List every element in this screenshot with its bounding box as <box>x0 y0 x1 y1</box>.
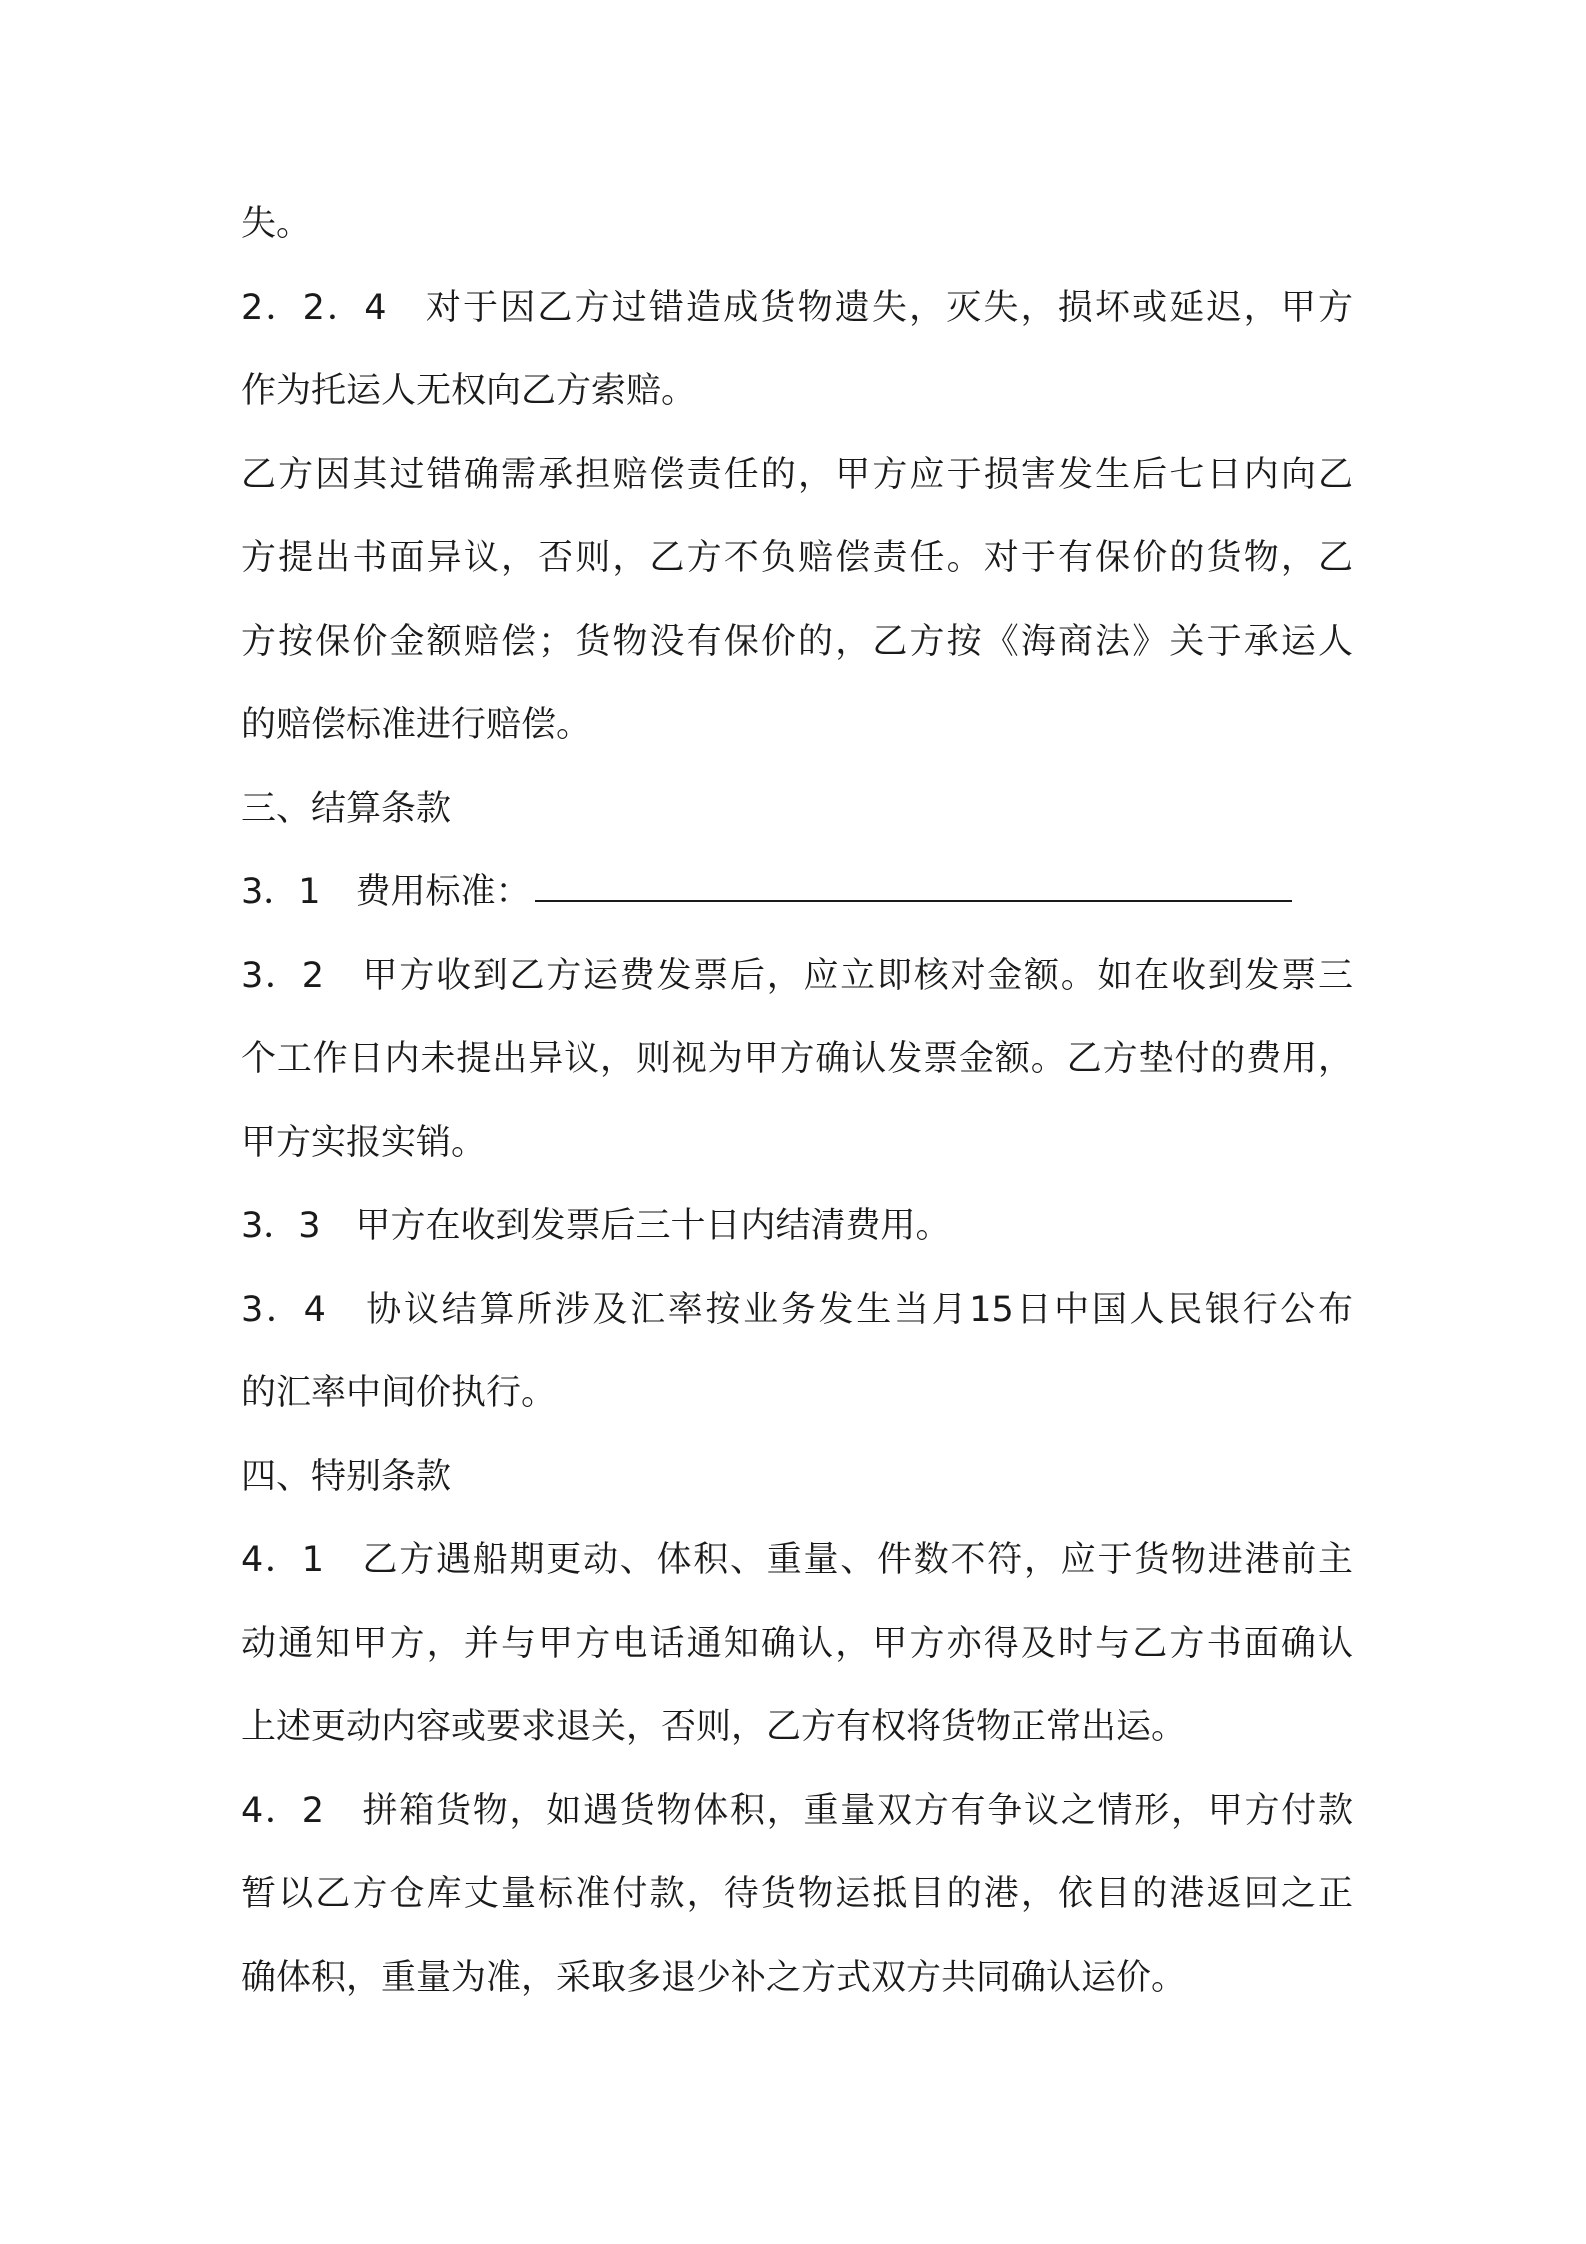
fee-standard-blank <box>535 864 1292 902</box>
text-line-1: 失。 <box>241 204 312 244</box>
text-line-7: 的赔偿标准进行赔偿。 <box>241 705 592 745</box>
fee-standard-label: 3．1 费用标准： <box>241 872 531 912</box>
text-line-19: 上述更动内容或要求退关，否则，乙方有权将货物正常出运。 <box>241 1707 1187 1747</box>
section-heading-3: 三、结算条款 <box>241 788 452 829</box>
text-line-fee-standard <box>241 851 1353 935</box>
text-line-6: 方按保价金额赔偿；货物没有保价的，乙方按《海商法》关于承运人 <box>241 621 1353 662</box>
text-line-3: 作为托运人无权向乙方索赔。 <box>241 371 697 411</box>
text-line-22: 确体积，重量为准，采取多退少补之方式双方共同确认运价。 <box>241 1957 1187 1998</box>
text-line-18: 动通知甲方，并与甲方电话通知确认，甲方亦得及时与乙方书面确认 <box>241 1623 1353 1664</box>
text-line-12: 甲方实报实销。 <box>241 1122 487 1163</box>
section-heading-4: 四、特别条款 <box>241 1456 452 1497</box>
text-line-4: 乙方因其过错确需承担赔偿责任的，甲方应于损害发生后七日内向乙 <box>241 454 1353 495</box>
text-line-21: 暂以乙方仓库丈量标准付款，待货物运抵目的港，依目的港返回之正 <box>241 1874 1353 1914</box>
text-line-15: 的汇率中间价执行。 <box>241 1373 557 1413</box>
text-line-11: 个工作日内未提出异议，则视为甲方确认发票金额。乙方垫付的费用， <box>241 1039 1353 1079</box>
text-line-17: 4．1 乙方遇船期更动、体积、重量、件数不符，应于货物进港前主 <box>241 1540 1353 1580</box>
text-line-13: 3．3 甲方在收到发票后三十日内结清费用。 <box>241 1206 951 1246</box>
document-body <box>241 183 1353 2020</box>
text-line-5: 方提出书面异议，否则，乙方不负赔偿责任。对于有保价的货物，乙 <box>241 538 1353 578</box>
text-line-14: 3．4 协议结算所涉及汇率按业务发生当月15日中国人民银行公布 <box>241 1289 1353 1330</box>
text-line-10: 3．2 甲方收到乙方运费发票后，应立即核对金额。如在收到发票三 <box>241 955 1353 996</box>
text-line-2: 2．2．4 对于因乙方过错造成货物遗失，灭失，损坏或延迟，甲方 <box>241 287 1353 328</box>
text-line-20: 4．2 拼箱货物，如遇货物体积，重量双方有争议之情形，甲方付款 <box>241 1790 1353 1831</box>
